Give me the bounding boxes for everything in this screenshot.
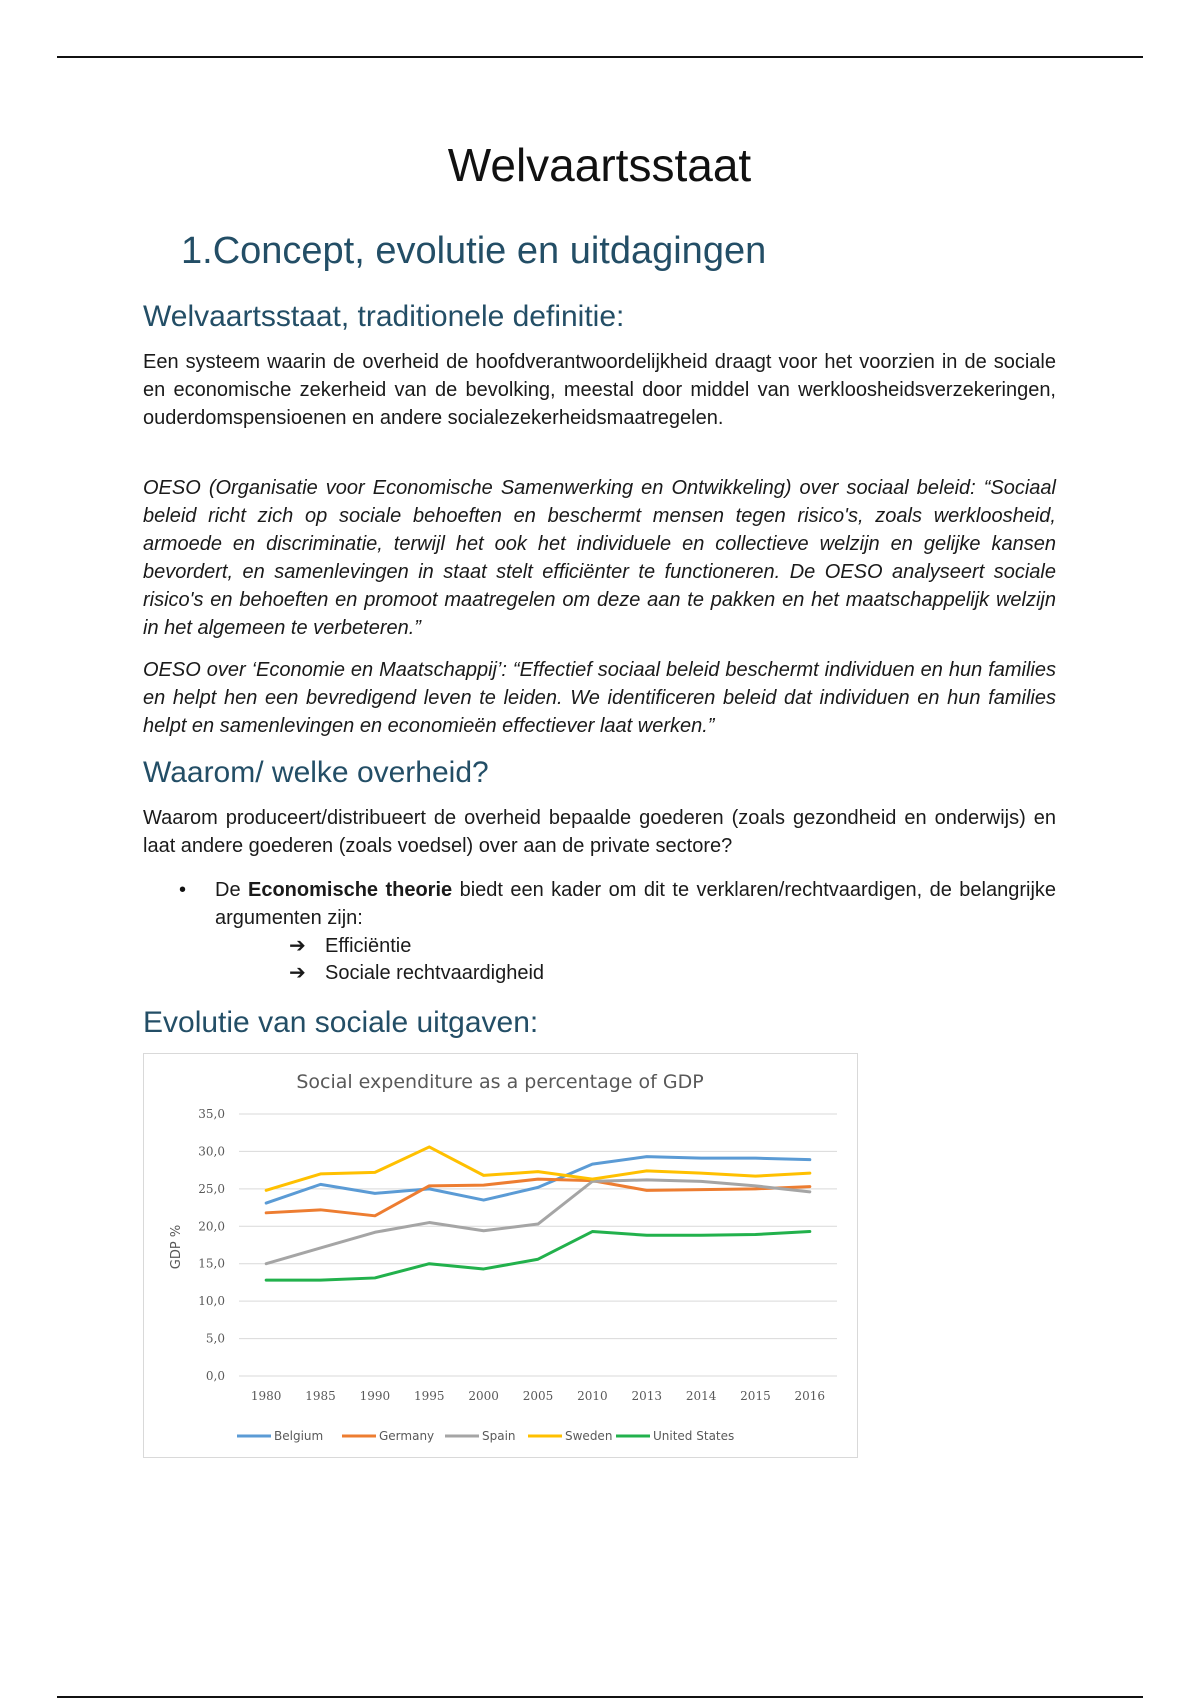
why-paragraph: Waarom produceert/distribueert de overheid bepaalde goederen (zoals gezondheid en onderwijs) en laat andere goederen (zoals voedsel) over aan de private sectore? [143,807,1056,857]
y-tick-label: 20,0 [198,1219,225,1234]
sub-item-social-justice [289,959,544,987]
x-tick-label: 1980 [250,1389,282,1403]
legend-label: Belgium [274,1429,324,1443]
bullet-icon: • [179,879,187,901]
document-title: Welvaartsstaat [447,139,752,191]
chart-title: Social expenditure as a percentage of GDP [296,1071,704,1093]
x-tick-label: 2000 [468,1389,499,1403]
sub-item-label: Efficiëntie [325,935,412,957]
y-tick-label: 30,0 [198,1144,225,1159]
footer-rule [57,1696,1143,1698]
legend-label: Germany [379,1429,435,1443]
arrow-right-icon: ➔ [289,935,306,957]
x-tick-label: 1990 [359,1389,391,1403]
chart-legend [237,1429,734,1443]
chart-series [266,1147,810,1280]
y-tick-label: 15,0 [198,1256,225,1271]
arrow-right-icon: ➔ [289,962,306,984]
x-axis-ticks [251,1389,825,1403]
y-tick-label: 25,0 [198,1181,225,1196]
social-expenditure-chart [143,1053,858,1458]
sub-item-efficiency [289,932,411,960]
x-tick-label: 2015 [740,1389,771,1403]
subheading-definition: Welvaartsstaat, traditionele definitie: [143,300,625,333]
subheading-why: Waarom/ welke overheid? [143,756,489,789]
x-tick-label: 2013 [631,1389,663,1403]
y-tick-label: 10,0 [198,1294,225,1309]
legend-label: Sweden [565,1429,613,1443]
header-rule [57,56,1143,58]
x-tick-label: 2014 [685,1389,717,1403]
x-tick-label: 2016 [794,1389,826,1403]
sub-item-label: Sociale rechtvaardigheid [325,962,545,984]
x-tick-label: 2005 [522,1389,554,1403]
legend-label: Spain [482,1429,516,1443]
x-tick-label: 1995 [413,1389,445,1403]
y-tick-label: 35,0 [198,1107,225,1121]
series-line-spain [266,1180,810,1264]
oeso-quote-economy-society: OESO over ‘Economie en Maatschappij’: “Effectief sociaal beleid beschermt individuen en hun families en helpt hen een bevredigend leven te leiden. We identificeren beleid dat individuen en hun families helpt en samenlevingen en economieën effectiever laat werken.” [143,659,1056,737]
x-tick-label: 2010 [577,1389,608,1403]
bullet-text [215,876,1056,932]
y-tick-label: 0,0 [205,1369,225,1383]
x-tick-label: 1985 [305,1389,336,1403]
subheading-evolution: Evolutie van sociale uitgaven: [143,1006,539,1039]
y-axis-label: GDP % [169,1224,184,1270]
section-heading: 1.Concept, evolutie en uitdagingen [181,230,767,272]
bullet-rest: biedt een kader om dit te verklaren/rechtvaardigen, de belangrijke argumenten zijn: [215,879,1057,929]
bullet-bold-term: Economische theorie [248,879,453,901]
y-axis-ticks [198,1107,225,1383]
chart-svg [144,1054,857,1457]
oeso-quote-social-policy: OESO (Organisatie voor Economische Samenwerking en Ontwikkeling) over sociaal beleid: “Sociaal beleid richt zich op sociale behoeften en beschermt mensen tegen risico's, zoals werkloosheid, armoede en discriminatie, terwijl het ook het individuele en collectieve welzijn en gelijke kansen bevordert, en samenlevingen in staat stelt efficiënter te functioneren. De OESO analyseert sociale risico's en behoeften en promoot maatregelen om deze aan te pakken en het maatschappelijk welzijn in het algemeen te verbeteren.” [143,477,1056,639]
bullet-prefix: De [215,879,248,901]
legend-label: United States [653,1429,735,1443]
y-tick-label: 5,0 [205,1331,225,1346]
definition-paragraph: Een systeem waarin de overheid de hoofdverantwoordelijkheid draagt voor het voorzien in de sociale en economische zekerheid van de bevolking, meestal door middel van werkloosheidsverzekeringen, ouderdomspensioenen en andere socialezekerheidsmaatregelen. [143,351,1056,429]
